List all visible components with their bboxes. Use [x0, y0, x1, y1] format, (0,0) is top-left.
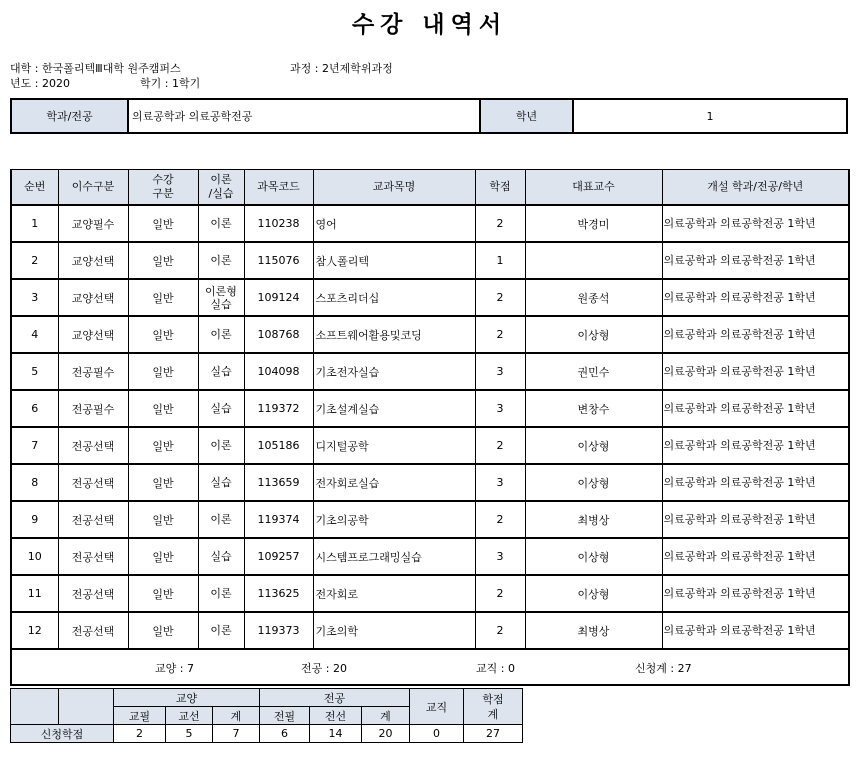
table-header-row [11, 170, 849, 206]
department-header-table [10, 98, 848, 134]
cell-no: 6 [11, 390, 58, 427]
term-value: 1학기 [171, 77, 201, 90]
cell-theory: 이론 [198, 242, 244, 279]
credits-total: 27 [464, 725, 523, 743]
univ-label: 대학 [10, 62, 32, 75]
credits-lib-sum-label: 계 [213, 707, 260, 725]
cell-prof: 이상형 [525, 538, 662, 575]
cell-credit: 3 [475, 464, 525, 501]
cell-no: 2 [11, 242, 58, 279]
cell-name: 소프트웨어활용및코딩 [313, 316, 475, 353]
cell-name: 전자회로 [313, 575, 475, 612]
cell-dept: 의료공학과 의료공학전공 1학년 [662, 575, 849, 612]
cell-name: 스포츠리더십 [313, 279, 475, 316]
credits-lib-req: 2 [114, 725, 166, 743]
cell-type: 교양선택 [58, 316, 128, 353]
table-row [11, 390, 849, 427]
cell-code: 113625 [244, 575, 313, 612]
cell-prof: 변창수 [525, 390, 662, 427]
cell-type: 전공선택 [58, 538, 128, 575]
cell-prof: 최병상 [525, 612, 662, 649]
cell-name: 전자회로실습 [313, 464, 475, 501]
cell-credit: 2 [475, 205, 525, 242]
univ-sep: : [34, 62, 39, 75]
table-row [11, 316, 849, 353]
cell-credit: 2 [475, 612, 525, 649]
course-label: 과정 [290, 62, 312, 75]
cell-dept: 의료공학과 의료공학전공 1학년 [662, 464, 849, 501]
credits-lib-sel-label: 교선 [166, 707, 213, 725]
cell-type: 전공선택 [58, 464, 128, 501]
cell-theory: 실습 [198, 464, 244, 501]
credits-maj-req: 6 [260, 725, 310, 743]
cell-dept: 의료공학과 의료공학전공 1학년 [662, 538, 849, 575]
cell-enroll: 일반 [128, 242, 198, 279]
univ-value: 한국폴리텍Ⅲ대학 원주캠퍼스 [41, 62, 181, 75]
table-row [11, 575, 849, 612]
table-row [11, 205, 849, 242]
cell-code: 110238 [244, 205, 313, 242]
cell-name: 기초전자실습 [313, 353, 475, 390]
cell-code: 108768 [244, 316, 313, 353]
info-course [290, 62, 393, 75]
cell-dept: 의료공학과 의료공학전공 1학년 [662, 316, 849, 353]
cell-theory: 이론 [198, 427, 244, 464]
cell-prof: 최병상 [525, 501, 662, 538]
cell-enroll: 일반 [128, 353, 198, 390]
cell-credit: 2 [475, 501, 525, 538]
cell-enroll: 일반 [128, 538, 198, 575]
cell-prof: 이상형 [525, 575, 662, 612]
cell-dept: 의료공학과 의료공학전공 1학년 [662, 205, 849, 242]
cell-code: 115076 [244, 242, 313, 279]
cell-name: 시스템프로그래밍실습 [313, 538, 475, 575]
summary-liberal: 교양 : 7 [155, 662, 194, 675]
grade-label: 학년 [480, 99, 573, 133]
col-code: 과목코드 [244, 170, 313, 206]
summary-total: 신청계 : 27 [635, 662, 692, 675]
cell-no: 11 [11, 575, 58, 612]
course-table [10, 169, 850, 686]
cell-dept: 의료공학과 의료공학전공 1학년 [662, 612, 849, 649]
credits-row-label: 신청학점 [11, 725, 114, 743]
cell-theory: 실습 [198, 390, 244, 427]
cell-enroll: 일반 [128, 427, 198, 464]
cell-code: 113659 [244, 464, 313, 501]
course-sep: : [314, 62, 319, 75]
cell-prof: 박경미 [525, 205, 662, 242]
cell-type: 전공필수 [58, 390, 128, 427]
cell-type: 전공선택 [58, 501, 128, 538]
cell-credit: 3 [475, 353, 525, 390]
cell-enroll: 일반 [128, 612, 198, 649]
cell-code: 119372 [244, 390, 313, 427]
credits-maj-sum: 20 [362, 725, 410, 743]
cell-no: 8 [11, 464, 58, 501]
cell-code: 104098 [244, 353, 313, 390]
grade-value: 1 [573, 99, 847, 133]
cell-name: 기초설계실습 [313, 390, 475, 427]
table-row [11, 242, 849, 279]
cell-credit: 3 [475, 390, 525, 427]
cell-theory: 이론형 실습 [198, 279, 244, 316]
cell-code: 109257 [244, 538, 313, 575]
credits-teaching: 0 [410, 725, 464, 743]
credits-maj-sel-label: 전선 [310, 707, 362, 725]
cell-dept: 의료공학과 의료공학전공 1학년 [662, 279, 849, 316]
summary-row [11, 649, 849, 685]
col-credit: 학점 [475, 170, 525, 206]
cell-enroll: 일반 [128, 464, 198, 501]
credits-maj-req-label: 전필 [260, 707, 310, 725]
cell-prof: 이상형 [525, 427, 662, 464]
cell-code: 119373 [244, 612, 313, 649]
cell-no: 9 [11, 501, 58, 538]
dept-label: 학과/전공 [11, 99, 128, 133]
cell-code: 109124 [244, 279, 313, 316]
info-year [10, 77, 70, 90]
cell-name: 기초의공학 [313, 501, 475, 538]
cell-credit: 1 [475, 242, 525, 279]
cell-type: 전공선택 [58, 427, 128, 464]
term-label: 학기 [140, 77, 162, 90]
course-value: 2년제학위과정 [321, 62, 393, 75]
credits-maj-sel: 14 [310, 725, 362, 743]
cell-prof [525, 242, 662, 279]
cell-type: 교양필수 [58, 205, 128, 242]
credits-teaching-label: 교직 [410, 689, 464, 725]
info-term [140, 77, 200, 90]
page-title: 수강 내역서 [351, 12, 508, 38]
cell-enroll: 일반 [128, 316, 198, 353]
cell-enroll: 일반 [128, 501, 198, 538]
year-sep: : [34, 77, 39, 90]
cell-theory: 실습 [198, 538, 244, 575]
cell-dept: 의료공학과 의료공학전공 1학년 [662, 501, 849, 538]
col-prof: 대표교수 [525, 170, 662, 206]
cell-no: 4 [11, 316, 58, 353]
cell-prof: 원종석 [525, 279, 662, 316]
credits-lib-sum: 7 [213, 725, 260, 743]
cell-theory: 이론 [198, 316, 244, 353]
info-university [10, 62, 181, 75]
cell-name: 참人폴리텍 [313, 242, 475, 279]
cell-no: 10 [11, 538, 58, 575]
cell-prof: 권민수 [525, 353, 662, 390]
cell-dept: 의료공학과 의료공학전공 1학년 [662, 390, 849, 427]
credits-corner-a [11, 689, 59, 725]
cell-credit: 2 [475, 427, 525, 464]
cell-name: 영어 [313, 205, 475, 242]
table-row [11, 612, 849, 649]
year-value: 2020 [41, 77, 70, 90]
cell-enroll: 일반 [128, 279, 198, 316]
col-theory: 이론 /실습 [198, 170, 244, 206]
cell-prof: 이상형 [525, 464, 662, 501]
cell-type: 전공선택 [58, 575, 128, 612]
cell-enroll: 일반 [128, 390, 198, 427]
year-label: 년도 [10, 77, 32, 90]
credits-maj-sum-label: 계 [362, 707, 410, 725]
credits-major-label: 전공 [260, 689, 410, 707]
cell-dept: 의료공학과 의료공학전공 1학년 [662, 427, 849, 464]
cell-dept: 의료공학과 의료공학전공 1학년 [662, 353, 849, 390]
cell-no: 7 [11, 427, 58, 464]
cell-credit: 2 [475, 279, 525, 316]
cell-theory: 실습 [198, 353, 244, 390]
table-row [11, 279, 849, 316]
table-row [11, 353, 849, 390]
cell-type: 교양선택 [58, 279, 128, 316]
cell-credit: 3 [475, 538, 525, 575]
cell-no: 1 [11, 205, 58, 242]
cell-name: 기초의학 [313, 612, 475, 649]
term-sep: : [164, 77, 169, 90]
cell-type: 전공필수 [58, 353, 128, 390]
credits-summary-table [10, 688, 523, 743]
cell-enroll: 일반 [128, 575, 198, 612]
cell-theory: 이론 [198, 501, 244, 538]
cell-no: 5 [11, 353, 58, 390]
cell-credit: 2 [475, 575, 525, 612]
table-row [11, 427, 849, 464]
col-name: 교과목명 [313, 170, 475, 206]
credits-lib-req-label: 교필 [114, 707, 166, 725]
summary-major: 전공 : 20 [301, 662, 347, 675]
dept-value: 의료공학과 의료공학전공 [128, 99, 480, 133]
cell-credit: 2 [475, 316, 525, 353]
col-enroll: 수강 구분 [128, 170, 198, 206]
cell-code: 119374 [244, 501, 313, 538]
table-row [11, 464, 849, 501]
credits-total-label: 학점 계 [464, 689, 523, 725]
table-row [11, 501, 849, 538]
credits-corner-b [59, 689, 114, 725]
cell-no: 3 [11, 279, 58, 316]
credits-lib-sel: 5 [166, 725, 213, 743]
col-dept: 개설 학과/전공/학년 [662, 170, 849, 206]
cell-theory: 이론 [198, 205, 244, 242]
summary-teaching: 교직 : 0 [476, 662, 515, 675]
credits-liberal-label: 교양 [114, 689, 260, 707]
cell-name: 디지털공학 [313, 427, 475, 464]
cell-prof: 이상형 [525, 316, 662, 353]
col-type: 이수구분 [58, 170, 128, 206]
table-row [11, 538, 849, 575]
cell-type: 교양선택 [58, 242, 128, 279]
cell-code: 105186 [244, 427, 313, 464]
cell-enroll: 일반 [128, 205, 198, 242]
cell-type: 전공선택 [58, 612, 128, 649]
cell-no: 12 [11, 612, 58, 649]
cell-theory: 이론 [198, 612, 244, 649]
cell-dept: 의료공학과 의료공학전공 1학년 [662, 242, 849, 279]
col-no: 순번 [11, 170, 58, 206]
cell-theory: 이론 [198, 575, 244, 612]
